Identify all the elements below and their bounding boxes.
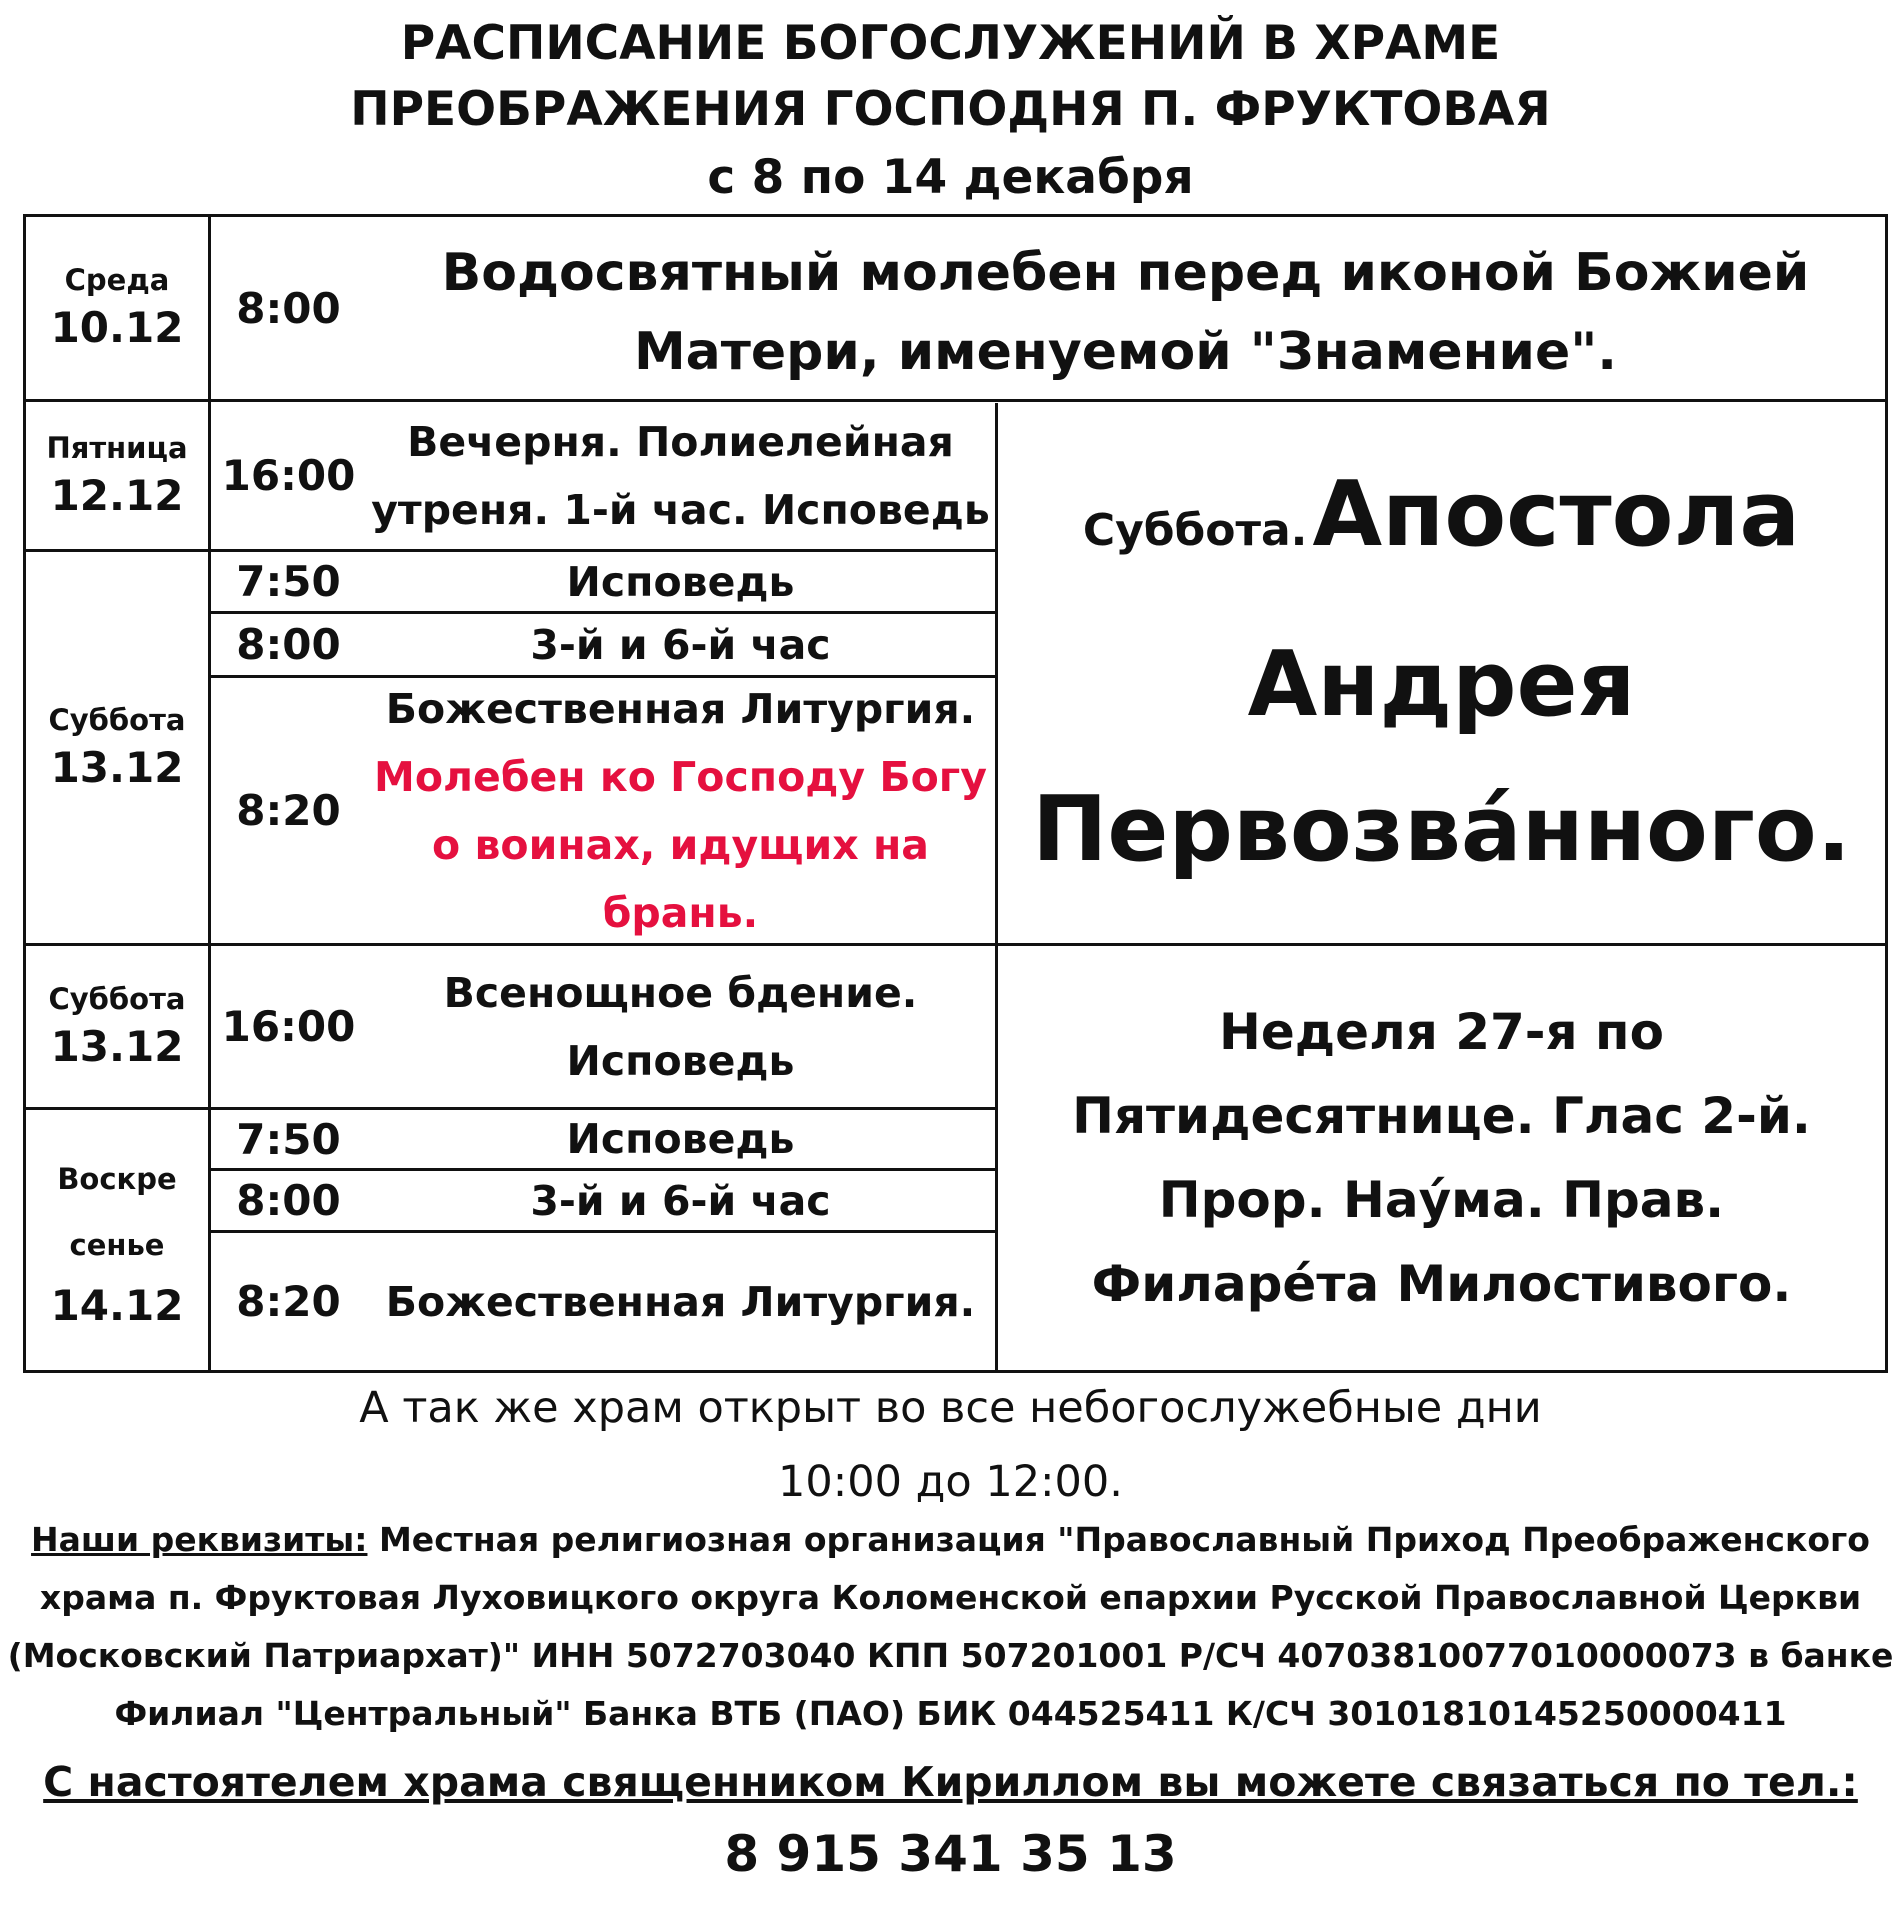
day-name: Суббота <box>48 981 186 1016</box>
feast-prefix: Суббота. <box>1082 505 1308 556</box>
day-name: Среда <box>64 263 170 297</box>
requisites-line: храма п. Фруктовая Луховицкого округа Коломенской епархии Русской Православной Церкви <box>39 1578 1862 1617</box>
service-text: Вечерня. Полиелейная <box>407 417 954 466</box>
feast-title: Андрея <box>1247 632 1636 737</box>
feast-cell-sunday <box>998 946 1885 1370</box>
day-cell-saturday-evening <box>26 946 208 1107</box>
page-title-dates: с 8 по 14 декабря <box>707 150 1194 205</box>
time-cell: 8:00 <box>236 620 341 669</box>
feast-text: Пятидесятнице. Глас 2-й. <box>1072 1087 1811 1145</box>
feast-text: Филаре́та Милостивого. <box>1091 1255 1792 1313</box>
contact-text: С настоятелем храма священником Кириллом вы можете связаться по тел.: <box>43 1758 1858 1806</box>
service-text: Исповедь <box>566 1115 795 1163</box>
service-text: Божественная Литургия. <box>385 1277 976 1326</box>
service-text: Матери, именуемой "Знамение". <box>633 322 1618 382</box>
moleben-text: Молебен ко Господу Богу <box>374 752 987 801</box>
service-text: 3-й и 6-й час <box>530 620 831 669</box>
requisites-line: (Московский Патриархат)" ИНН 5072703040 КПП 507201001 Р/СЧ 40703810077010000073 в банке <box>7 1636 1894 1675</box>
day-date: 13.12 <box>50 1021 184 1071</box>
service-text: Исповедь <box>566 1036 795 1085</box>
day-cell-saturday-morning <box>26 552 208 943</box>
service-cell-wednesday <box>366 217 1885 399</box>
time-cell: 8:20 <box>236 786 341 835</box>
feast-text: Прор. Нау́ма. Прав. <box>1158 1171 1725 1229</box>
feast-cell-saturday <box>998 402 1885 943</box>
day-name: сенье <box>69 1228 165 1262</box>
time-cell: 7:50 <box>236 557 341 606</box>
day-date: 10.12 <box>50 303 184 352</box>
service-text: утреня. 1-й час. Исповедь <box>371 485 990 534</box>
service-cell-vigil <box>366 946 995 1107</box>
service-cell-liturgy <box>366 678 995 943</box>
time-cell: 8:20 <box>236 1277 341 1326</box>
day-cell-friday <box>26 402 208 549</box>
day-cell-wednesday <box>26 217 208 399</box>
open-hours-time: 10:00 до 12:00. <box>778 1457 1123 1507</box>
service-text: Всенощное бдение. <box>443 968 918 1017</box>
service-cell-friday <box>366 402 995 549</box>
time-cell: 16:00 <box>221 1002 356 1051</box>
day-name: Суббота <box>48 702 186 737</box>
service-text: Божественная Литургия. <box>385 684 976 733</box>
page-title-line1: РАСПИСАНИЕ БОГОСЛУЖЕНИЙ В ХРАМЕ <box>400 16 1501 71</box>
service-text: Исповедь <box>566 557 795 606</box>
day-name: Воскре <box>57 1162 177 1196</box>
day-date: 12.12 <box>50 470 184 520</box>
time-cell: 7:50 <box>236 1114 341 1164</box>
time-cell: 8:00 <box>236 1176 341 1225</box>
day-cell-sunday <box>26 1110 208 1370</box>
service-text: Водосвятный молебен перед иконой Божией <box>441 243 1810 303</box>
time-cell: 16:00 <box>221 451 356 500</box>
service-text: 3-й и 6-й час <box>530 1176 831 1225</box>
page-title-line2: ПРЕОБРАЖЕНИЯ ГОСПОДНЯ П. ФРУКТОВАЯ <box>350 82 1551 137</box>
moleben-text: о воинах, идущих на <box>432 820 929 869</box>
day-name: Пятница <box>46 430 188 465</box>
requisites-line: Филиал "Центральный" Банка ВТБ (ПАО) БИК 044525411 К/СЧ 30101810145250000411 <box>114 1694 1787 1733</box>
time-cell: 8:00 <box>236 283 341 333</box>
feast-text: Неделя 27-я по <box>1219 1003 1664 1061</box>
feast-title: Первозва́нного. <box>1032 777 1851 882</box>
requisites-text: Местная религиозная организация "Православный Приход Преображенского <box>378 1520 1870 1559</box>
requisites-label: Наши реквизиты: <box>31 1520 368 1559</box>
phone-number: 8 915 341 35 13 <box>724 1825 1177 1883</box>
moleben-text: брань. <box>602 888 759 937</box>
open-hours-text: А так же храм открыт во все небогослужебные дни <box>359 1383 1542 1433</box>
day-date: 13.12 <box>50 742 184 792</box>
requisites-line <box>10 1511 1891 1569</box>
feast-title: Апостола <box>1312 462 1801 567</box>
day-date: 14.12 <box>50 1281 184 1330</box>
